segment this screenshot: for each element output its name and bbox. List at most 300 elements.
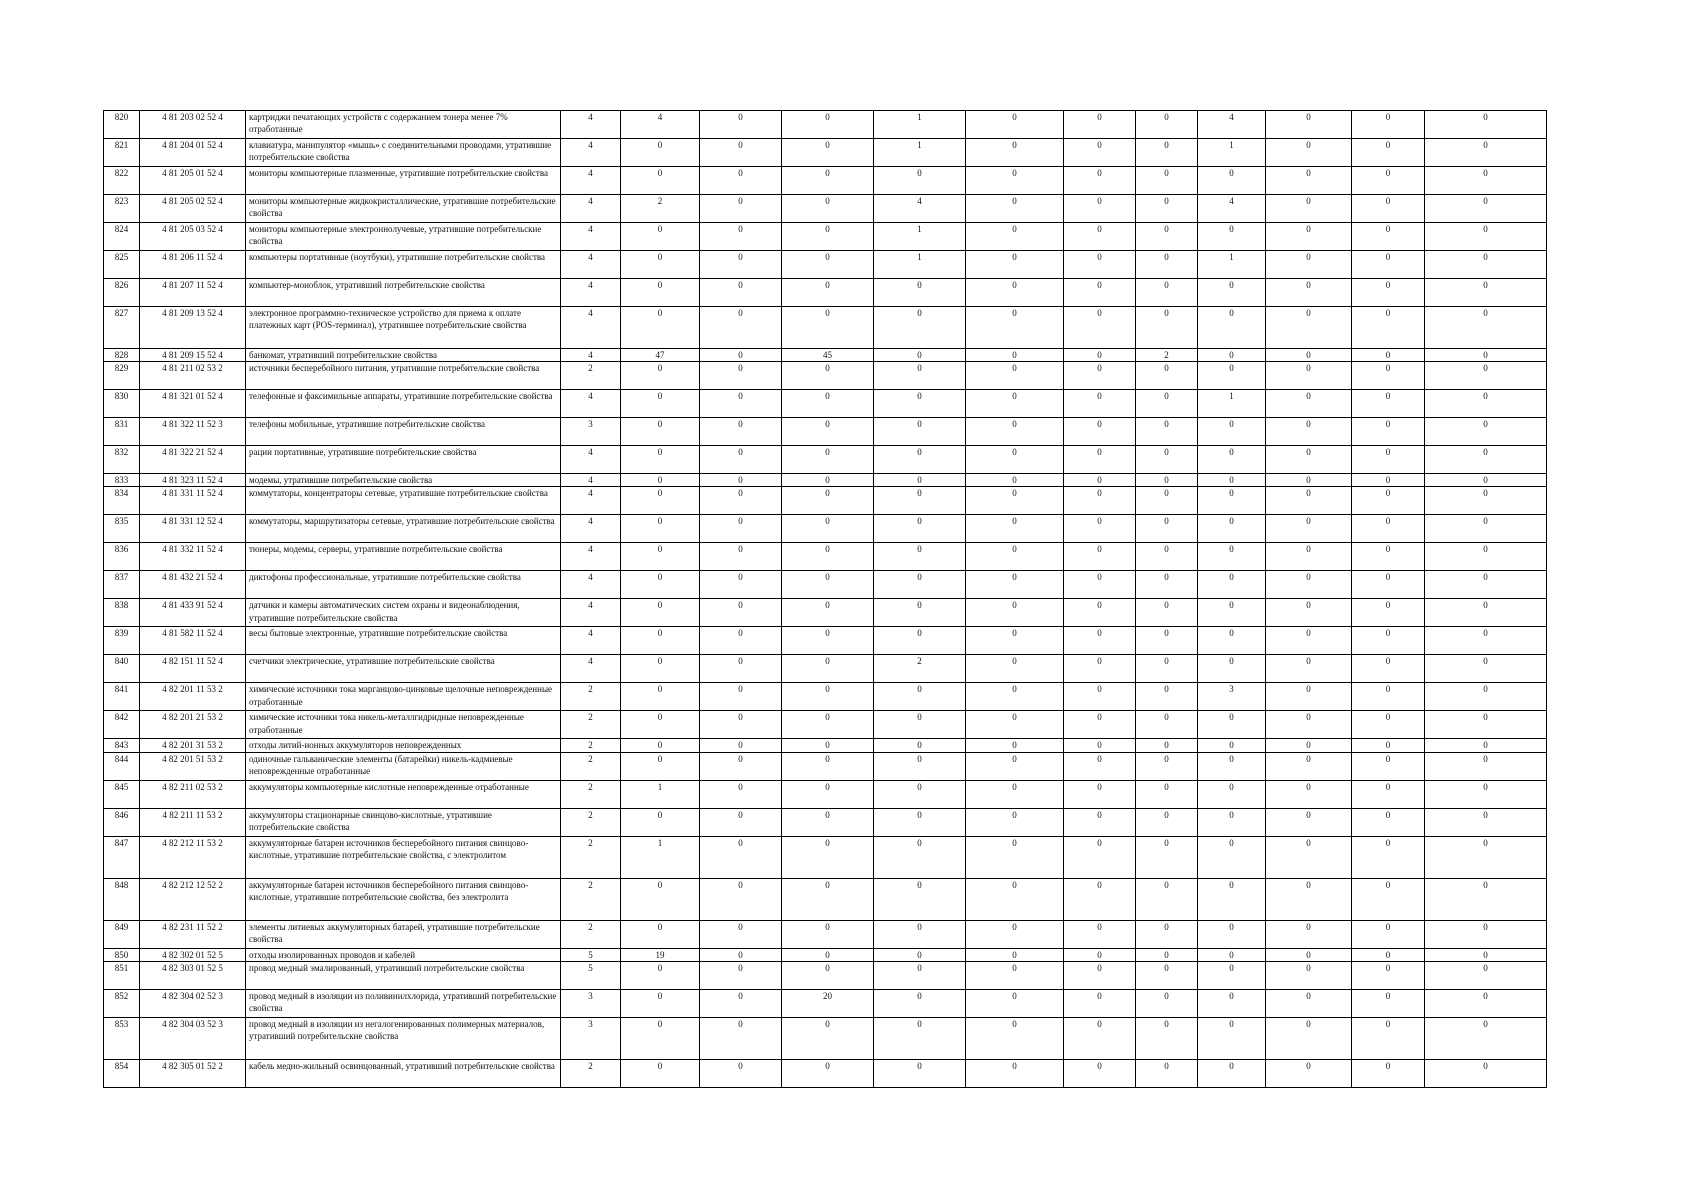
value-cell: 0 — [1352, 599, 1425, 627]
waste-code-cell: 4 81 322 11 52 3 — [140, 418, 246, 446]
value-cell: 0 — [1136, 474, 1198, 487]
waste-name-cell: датчики и камеры автоматических систем охраны и видеонаблюдения, утратившие потребительские свойства — [246, 599, 561, 627]
value-cell: 4 — [561, 251, 621, 279]
row-number-cell: 839 — [104, 627, 140, 655]
value-cell: 0 — [782, 878, 874, 920]
value-cell: 0 — [1425, 711, 1547, 739]
row-number-cell: 843 — [104, 739, 140, 752]
value-cell: 0 — [1266, 948, 1352, 961]
waste-name-cell: электронное программно-техническое устройство для приема к оплате платежных карт (POS-терминал), утратившее потребительские свойства — [246, 307, 561, 349]
value-cell: 0 — [1064, 111, 1136, 139]
value-cell: 2 — [561, 752, 621, 780]
value-cell: 0 — [621, 683, 700, 711]
value-cell: 0 — [1064, 1017, 1136, 1059]
waste-name-cell: химические источники тока марганцово-цинковые щелочные неповрежденные отработанные — [246, 683, 561, 711]
value-cell: 0 — [1136, 307, 1198, 349]
value-cell: 0 — [1266, 627, 1352, 655]
waste-name-cell: рации портативные, утратившие потребительские свойства — [246, 446, 561, 474]
value-cell: 0 — [1425, 1017, 1547, 1059]
value-cell: 0 — [700, 223, 782, 251]
value-cell: 0 — [966, 627, 1064, 655]
value-cell: 0 — [621, 362, 700, 390]
waste-code-cell: 4 82 201 51 53 2 — [140, 752, 246, 780]
waste-name-cell: компьютеры портативные (ноутбуки), утратившие потребительские свойства — [246, 251, 561, 279]
value-cell: 0 — [1064, 167, 1136, 195]
value-cell: 0 — [874, 739, 966, 752]
value-cell: 0 — [1198, 752, 1266, 780]
value-cell: 0 — [1064, 307, 1136, 349]
value-cell: 0 — [1064, 515, 1136, 543]
value-cell: 0 — [700, 571, 782, 599]
value-cell: 2 — [1136, 349, 1198, 362]
value-cell: 0 — [1425, 627, 1547, 655]
value-cell: 47 — [621, 349, 700, 362]
table-row — [104, 543, 1547, 571]
value-cell: 0 — [621, 878, 700, 920]
value-cell: 2 — [874, 655, 966, 683]
table-row — [104, 961, 1547, 989]
row-number-cell: 850 — [104, 948, 140, 961]
value-cell: 0 — [782, 655, 874, 683]
value-cell: 0 — [874, 836, 966, 878]
value-cell: 0 — [782, 362, 874, 390]
value-cell: 0 — [1352, 474, 1425, 487]
waste-name-cell: аккумуляторные батареи источников бесперебойного питания свинцово-кислотные, утратившие потребительские свойства, без электролита — [246, 878, 561, 920]
value-cell: 0 — [782, 808, 874, 836]
value-cell: 0 — [1425, 808, 1547, 836]
value-cell: 0 — [1136, 836, 1198, 878]
value-cell: 0 — [1064, 808, 1136, 836]
waste-inventory-table — [103, 110, 1547, 1088]
value-cell: 0 — [874, 599, 966, 627]
value-cell: 0 — [621, 474, 700, 487]
waste-code-cell: 4 81 205 01 52 4 — [140, 167, 246, 195]
value-cell: 0 — [1266, 1017, 1352, 1059]
value-cell: 0 — [1136, 627, 1198, 655]
value-cell: 0 — [782, 948, 874, 961]
value-cell: 0 — [1266, 543, 1352, 571]
row-number-cell: 848 — [104, 878, 140, 920]
value-cell: 0 — [1064, 251, 1136, 279]
row-number-cell: 829 — [104, 362, 140, 390]
value-cell: 0 — [621, 920, 700, 948]
waste-name-cell: коммутаторы, концентраторы сетевые, утратившие потребительские свойства — [246, 487, 561, 515]
table-row — [104, 279, 1547, 307]
table-row — [104, 390, 1547, 418]
value-cell: 0 — [966, 989, 1064, 1017]
value-cell: 4 — [561, 571, 621, 599]
value-cell: 0 — [966, 752, 1064, 780]
value-cell: 0 — [966, 571, 1064, 599]
value-cell: 0 — [1136, 390, 1198, 418]
value-cell: 0 — [1136, 195, 1198, 223]
value-cell: 0 — [1064, 223, 1136, 251]
waste-name-cell: модемы, утратившие потребительские свойства — [246, 474, 561, 487]
value-cell: 0 — [700, 487, 782, 515]
value-cell: 0 — [782, 418, 874, 446]
value-cell: 0 — [1064, 683, 1136, 711]
table-row — [104, 780, 1547, 808]
waste-code-cell: 4 81 205 03 52 4 — [140, 223, 246, 251]
value-cell: 1 — [1198, 251, 1266, 279]
value-cell: 0 — [1425, 474, 1547, 487]
value-cell: 0 — [874, 418, 966, 446]
waste-code-cell: 4 82 201 31 53 2 — [140, 739, 246, 752]
row-number-cell: 836 — [104, 543, 140, 571]
value-cell: 0 — [1136, 752, 1198, 780]
value-cell: 0 — [1136, 1017, 1198, 1059]
value-cell: 0 — [1266, 808, 1352, 836]
waste-code-cell: 4 82 304 02 52 3 — [140, 989, 246, 1017]
row-number-cell: 842 — [104, 711, 140, 739]
row-number-cell: 851 — [104, 961, 140, 989]
value-cell: 0 — [700, 948, 782, 961]
value-cell: 4 — [561, 139, 621, 167]
value-cell: 0 — [1198, 349, 1266, 362]
value-cell: 0 — [1064, 739, 1136, 752]
value-cell: 4 — [1198, 195, 1266, 223]
value-cell: 0 — [621, 307, 700, 349]
value-cell: 20 — [782, 989, 874, 1017]
value-cell: 0 — [1064, 752, 1136, 780]
table-row — [104, 446, 1547, 474]
value-cell: 4 — [561, 279, 621, 307]
value-cell: 0 — [1064, 655, 1136, 683]
value-cell: 0 — [874, 474, 966, 487]
waste-code-cell: 4 81 331 12 52 4 — [140, 515, 246, 543]
value-cell: 0 — [782, 961, 874, 989]
waste-code-cell: 4 81 432 21 52 4 — [140, 571, 246, 599]
value-cell: 0 — [1425, 251, 1547, 279]
waste-code-cell: 4 81 322 21 52 4 — [140, 446, 246, 474]
value-cell: 0 — [1425, 111, 1547, 139]
value-cell: 0 — [700, 543, 782, 571]
waste-code-cell: 4 81 321 01 52 4 — [140, 390, 246, 418]
value-cell: 0 — [621, 251, 700, 279]
value-cell: 0 — [1425, 683, 1547, 711]
value-cell: 0 — [700, 780, 782, 808]
value-cell: 4 — [561, 599, 621, 627]
value-cell: 0 — [700, 195, 782, 223]
value-cell: 0 — [966, 390, 1064, 418]
value-cell: 0 — [782, 307, 874, 349]
value-cell: 2 — [561, 711, 621, 739]
table-row — [104, 599, 1547, 627]
value-cell: 0 — [1352, 683, 1425, 711]
waste-code-cell: 4 81 207 11 52 4 — [140, 279, 246, 307]
table-row — [104, 627, 1547, 655]
value-cell: 0 — [700, 349, 782, 362]
value-cell: 0 — [621, 1059, 700, 1087]
waste-name-cell: источники бесперебойного питания, утратившие потребительские свойства — [246, 362, 561, 390]
value-cell: 0 — [1266, 878, 1352, 920]
table-row — [104, 223, 1547, 251]
row-number-cell: 844 — [104, 752, 140, 780]
table-row — [104, 752, 1547, 780]
table-row — [104, 920, 1547, 948]
value-cell: 0 — [700, 989, 782, 1017]
value-cell: 0 — [1064, 349, 1136, 362]
value-cell: 0 — [1136, 683, 1198, 711]
value-cell: 0 — [966, 446, 1064, 474]
value-cell: 0 — [1064, 571, 1136, 599]
value-cell: 4 — [561, 446, 621, 474]
value-cell: 0 — [1266, 487, 1352, 515]
value-cell: 0 — [1352, 1017, 1425, 1059]
value-cell: 0 — [621, 752, 700, 780]
value-cell: 0 — [966, 878, 1064, 920]
value-cell: 0 — [700, 515, 782, 543]
waste-code-cell: 4 82 201 11 53 2 — [140, 683, 246, 711]
table-row — [104, 167, 1547, 195]
value-cell: 0 — [1425, 571, 1547, 599]
waste-code-cell: 4 82 211 02 53 2 — [140, 780, 246, 808]
value-cell: 0 — [966, 1017, 1064, 1059]
value-cell: 4 — [874, 195, 966, 223]
row-number-cell: 852 — [104, 989, 140, 1017]
value-cell: 0 — [1352, 752, 1425, 780]
waste-code-cell: 4 82 304 03 52 3 — [140, 1017, 246, 1059]
value-cell: 0 — [700, 362, 782, 390]
waste-name-cell: отходы литий-ионных аккумуляторов неповрежденных — [246, 739, 561, 752]
value-cell: 2 — [561, 920, 621, 948]
value-cell: 0 — [1064, 390, 1136, 418]
value-cell: 0 — [1064, 446, 1136, 474]
waste-code-cell: 4 81 332 11 52 4 — [140, 543, 246, 571]
value-cell: 0 — [1425, 390, 1547, 418]
waste-code-cell: 4 82 212 11 53 2 — [140, 836, 246, 878]
value-cell: 0 — [1064, 711, 1136, 739]
value-cell: 0 — [874, 961, 966, 989]
value-cell: 0 — [1198, 920, 1266, 948]
value-cell: 0 — [874, 948, 966, 961]
value-cell: 0 — [1425, 195, 1547, 223]
waste-name-cell: мониторы компьютерные плазменные, утратившие потребительские свойства — [246, 167, 561, 195]
table-row — [104, 989, 1547, 1017]
value-cell: 0 — [1136, 279, 1198, 307]
value-cell: 0 — [621, 571, 700, 599]
value-cell: 0 — [1266, 752, 1352, 780]
value-cell: 0 — [966, 474, 1064, 487]
value-cell: 0 — [1136, 515, 1198, 543]
value-cell: 0 — [782, 251, 874, 279]
waste-name-cell: клавиатура, манипулятор «мышь» с соединительными проводами, утратившие потребительские свойства — [246, 139, 561, 167]
value-cell: 0 — [1266, 362, 1352, 390]
value-cell: 0 — [621, 515, 700, 543]
value-cell: 0 — [1198, 739, 1266, 752]
value-cell: 0 — [1266, 836, 1352, 878]
value-cell: 5 — [561, 961, 621, 989]
value-cell: 0 — [700, 739, 782, 752]
value-cell: 0 — [1352, 989, 1425, 1017]
value-cell: 0 — [1425, 739, 1547, 752]
value-cell: 0 — [782, 279, 874, 307]
value-cell: 0 — [1425, 279, 1547, 307]
value-cell: 0 — [700, 836, 782, 878]
value-cell: 0 — [700, 961, 782, 989]
value-cell: 0 — [966, 167, 1064, 195]
waste-code-cell: 4 81 331 11 52 4 — [140, 487, 246, 515]
value-cell: 0 — [1352, 195, 1425, 223]
value-cell: 0 — [1136, 989, 1198, 1017]
value-cell: 0 — [1266, 111, 1352, 139]
value-cell: 0 — [1425, 307, 1547, 349]
value-cell: 0 — [874, 920, 966, 948]
value-cell: 0 — [1352, 1059, 1425, 1087]
waste-name-cell: отходы изолированных проводов и кабелей — [246, 948, 561, 961]
value-cell: 0 — [1266, 251, 1352, 279]
value-cell: 0 — [621, 711, 700, 739]
value-cell: 0 — [1266, 515, 1352, 543]
value-cell: 0 — [700, 474, 782, 487]
value-cell: 0 — [782, 683, 874, 711]
value-cell: 4 — [561, 223, 621, 251]
value-cell: 0 — [874, 627, 966, 655]
value-cell: 1 — [621, 780, 700, 808]
value-cell: 0 — [1198, 515, 1266, 543]
value-cell: 0 — [1064, 989, 1136, 1017]
value-cell: 0 — [621, 279, 700, 307]
row-number-cell: 838 — [104, 599, 140, 627]
value-cell: 0 — [1198, 780, 1266, 808]
value-cell: 2 — [621, 195, 700, 223]
value-cell: 5 — [561, 948, 621, 961]
waste-code-cell: 4 81 433 91 52 4 — [140, 599, 246, 627]
value-cell: 1 — [874, 251, 966, 279]
value-cell: 0 — [700, 139, 782, 167]
waste-name-cell: картриджи печатающих устройств с содержанием тонера менее 7% отработанные — [246, 111, 561, 139]
value-cell: 0 — [1352, 487, 1425, 515]
waste-name-cell: провод медный в изоляции из поливинилхлорида, утративший потребительские свойства — [246, 989, 561, 1017]
value-cell: 0 — [1136, 711, 1198, 739]
waste-code-cell: 4 81 582 11 52 4 — [140, 627, 246, 655]
value-cell: 0 — [1064, 599, 1136, 627]
value-cell: 0 — [1266, 655, 1352, 683]
table-row — [104, 808, 1547, 836]
value-cell: 0 — [700, 390, 782, 418]
value-cell: 3 — [1198, 683, 1266, 711]
value-cell: 4 — [561, 390, 621, 418]
value-cell: 0 — [1266, 1059, 1352, 1087]
value-cell: 0 — [874, 878, 966, 920]
value-cell: 0 — [966, 279, 1064, 307]
table-row — [104, 251, 1547, 279]
value-cell: 0 — [966, 223, 1064, 251]
value-cell: 0 — [700, 307, 782, 349]
value-cell: 4 — [561, 474, 621, 487]
table-row — [104, 836, 1547, 878]
waste-name-cell: одиночные гальванические элементы (батарейки) никель-кадмиевые неповрежденные отработанные — [246, 752, 561, 780]
value-cell: 0 — [700, 1059, 782, 1087]
value-cell: 0 — [1425, 948, 1547, 961]
value-cell: 0 — [1425, 780, 1547, 808]
table-body — [104, 111, 1547, 1088]
waste-code-cell: 4 81 203 02 52 4 — [140, 111, 246, 139]
value-cell: 0 — [1352, 836, 1425, 878]
waste-name-cell: провод медный эмалированный, утративший потребительские свойства — [246, 961, 561, 989]
value-cell: 0 — [782, 599, 874, 627]
row-number-cell: 822 — [104, 167, 140, 195]
value-cell: 0 — [1352, 711, 1425, 739]
value-cell: 4 — [561, 543, 621, 571]
value-cell: 2 — [561, 1059, 621, 1087]
value-cell: 0 — [782, 223, 874, 251]
value-cell: 0 — [1136, 655, 1198, 683]
value-cell: 0 — [1064, 474, 1136, 487]
value-cell: 0 — [1352, 223, 1425, 251]
waste-code-cell: 4 82 231 11 52 2 — [140, 920, 246, 948]
value-cell: 0 — [1352, 111, 1425, 139]
value-cell: 0 — [1425, 752, 1547, 780]
row-number-cell: 840 — [104, 655, 140, 683]
value-cell: 0 — [1352, 139, 1425, 167]
waste-code-cell: 4 81 206 11 52 4 — [140, 251, 246, 279]
value-cell: 0 — [966, 111, 1064, 139]
value-cell: 0 — [782, 195, 874, 223]
value-cell: 0 — [1198, 307, 1266, 349]
value-cell: 0 — [700, 655, 782, 683]
value-cell: 0 — [1136, 780, 1198, 808]
value-cell: 4 — [561, 487, 621, 515]
value-cell: 0 — [1425, 418, 1547, 446]
value-cell: 0 — [621, 167, 700, 195]
value-cell: 0 — [1198, 362, 1266, 390]
value-cell: 0 — [1136, 961, 1198, 989]
value-cell: 0 — [966, 1059, 1064, 1087]
value-cell: 0 — [966, 349, 1064, 362]
value-cell: 0 — [621, 989, 700, 1017]
value-cell: 0 — [621, 599, 700, 627]
value-cell: 0 — [621, 390, 700, 418]
value-cell: 0 — [1425, 599, 1547, 627]
value-cell: 0 — [966, 780, 1064, 808]
value-cell: 2 — [561, 836, 621, 878]
table-row — [104, 418, 1547, 446]
table-row — [104, 655, 1547, 683]
value-cell: 0 — [874, 167, 966, 195]
value-cell: 0 — [1266, 195, 1352, 223]
value-cell: 0 — [1425, 349, 1547, 362]
table-row — [104, 139, 1547, 167]
value-cell: 0 — [1198, 1017, 1266, 1059]
value-cell: 0 — [966, 362, 1064, 390]
value-cell: 0 — [1425, 878, 1547, 920]
row-number-cell: 841 — [104, 683, 140, 711]
waste-code-cell: 4 81 204 01 52 4 — [140, 139, 246, 167]
value-cell: 0 — [1136, 362, 1198, 390]
value-cell: 0 — [1198, 446, 1266, 474]
value-cell: 0 — [1136, 251, 1198, 279]
row-number-cell: 835 — [104, 515, 140, 543]
row-number-cell: 854 — [104, 1059, 140, 1087]
value-cell: 0 — [1352, 655, 1425, 683]
value-cell: 0 — [874, 543, 966, 571]
value-cell: 0 — [700, 878, 782, 920]
row-number-cell: 824 — [104, 223, 140, 251]
value-cell: 0 — [1198, 279, 1266, 307]
value-cell: 1 — [621, 836, 700, 878]
waste-code-cell: 4 81 211 02 53 2 — [140, 362, 246, 390]
row-number-cell: 831 — [104, 418, 140, 446]
value-cell: 0 — [1198, 571, 1266, 599]
value-cell: 0 — [1425, 989, 1547, 1017]
value-cell: 0 — [1266, 167, 1352, 195]
value-cell: 0 — [1064, 362, 1136, 390]
value-cell: 0 — [1064, 279, 1136, 307]
value-cell: 0 — [782, 1017, 874, 1059]
table-row — [104, 739, 1547, 752]
value-cell: 0 — [1425, 167, 1547, 195]
